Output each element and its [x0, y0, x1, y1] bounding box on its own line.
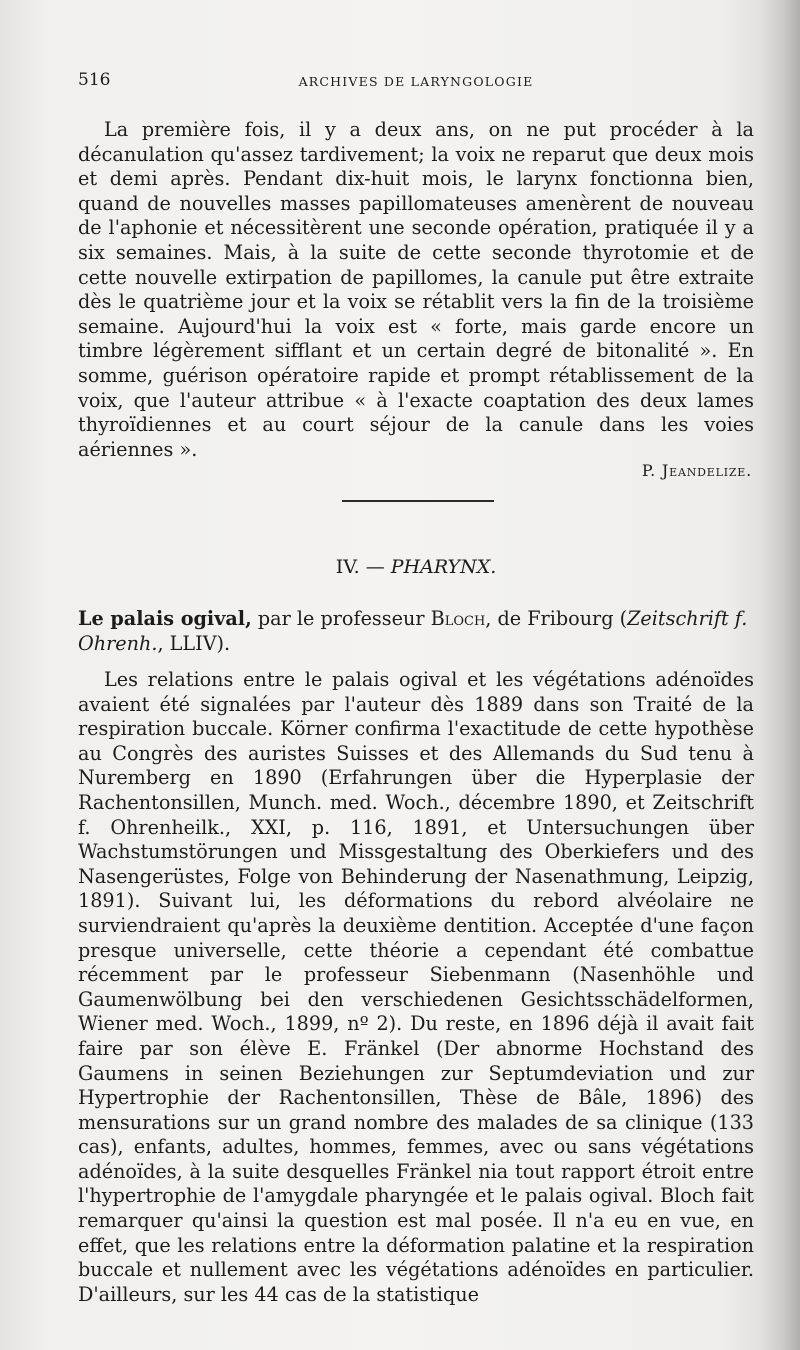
- article-author: Bloch: [430, 607, 486, 630]
- section-heading: [78, 556, 754, 578]
- binding-shadow: [760, 0, 800, 1350]
- section-title: PHARYNX.: [390, 556, 497, 578]
- running-head: [78, 70, 754, 94]
- article-body: Les relations entre le palais ogival et les végétations adénoïdes avaient été signalées par l'auteur dès 1889 dans son Traité de la respiration buccale. Körner confirma l'exactitude de cette hypothèse au Congrès des auristes Suisses et des Allemands du Sud tenu à Nuremberg en 1890 (Erfahrungen über die Hyperplasie der Rachentonsillen, Munch. med. Woch., décembre 1890, et Zeitschrift f. Ohrenheilk., XXI, p. 116, 1891, et Untersuchungen über Wachstumstörungen und Missgestaltung des Oberkiefers und des Nasengerüstes, Folge von Behinderung der Nasenathmung, Leipzig, 1891). Suivant lui, les déformations du rebord alvéolaire ne surviendraient qu'après la deuxième dentition. Acceptée d'une façon presque universelle, cette théorie a cependant été combattue récemment par le professeur Siebenmann (Nasenhöhle und Gaumenwölbung bei den verschiedenen Gesichtsschädelformen, Wiener med. Woch., 1899, nº 2). Du reste, en 1896 déjà il avait fait faire par son élève E. Fränkel (Der abnorme Hochstand des Gaumens in seinen Beziehungen zur Septumdeviation und zur Hypertrophie der Rachentonsillen, Thèse de Bâle, 1896) des mensurations sur un grand nombre des malades de sa clinique (133 cas), enfants, adultes, hommes, femmes, avec ou sans végétations adénoïdes, à la suite desquelles Fränkel nia tout rapport étroit entre l'hypertrophie de l'amygdale pharyngée et le palais ogival. Bloch fait remarquer qu'ainsi la question est mal posée. Il n'a eu en vue, en effet, que les relations entre la déformation palatine et la respiration buccale et nullement avec les végétations adénoïdes en particulier. D'ailleurs, sur les 44 cas de la statistique: [78, 668, 754, 1306]
- journal-title: ARCHIVES DE LARYNGOLOGIE: [298, 74, 534, 89]
- page-number: 516: [78, 70, 111, 90]
- article-title: [78, 606, 754, 656]
- article-journal: Zeitschrift f. Ohrenh.: [78, 607, 748, 655]
- intro-paragraph: La première fois, il y a deux ans, on ne put procéder à la décanulation qu'assez tardivement; la voix ne reparut que deux mois et demi après. Pendant dix-huit mois, le larynx fonctionna bien, quand de nouvelles masses papillomateuses amenèrent de nouveau de l'aphonie et nécessitèrent une seconde opération, pratiquée il y a six semaines. Mais, à la suite de cette seconde thyrotomie et de cette nouvelle extirpation de papillomes, la canule put être extraite dès le quatrième jour et la voix se rétablit vers la fin de la troisième semaine. Aujourd'hui la voix est « forte, mais garde encore un timbre légèrement sifflant et un certain degré de bitonalité ». En somme, guérison opératoire rapide et prompt rétablissement de la voix, que l'auteur attribue « à l'exacte coaptation des deux lames thyroïdiennes et au court séjour de la canule dans les voies aériennes ».: [78, 118, 754, 461]
- article-title-place: , de Fribourg (: [485, 607, 628, 630]
- section-divider: [342, 500, 494, 502]
- article-volume: , LLIV).: [157, 632, 231, 655]
- section-number: IV. —: [335, 556, 385, 578]
- signature: P. Jeandelize.: [641, 461, 752, 480]
- article-title-lead: Le palais ogival,: [78, 607, 252, 630]
- article-title-by: par le professeur: [251, 607, 431, 630]
